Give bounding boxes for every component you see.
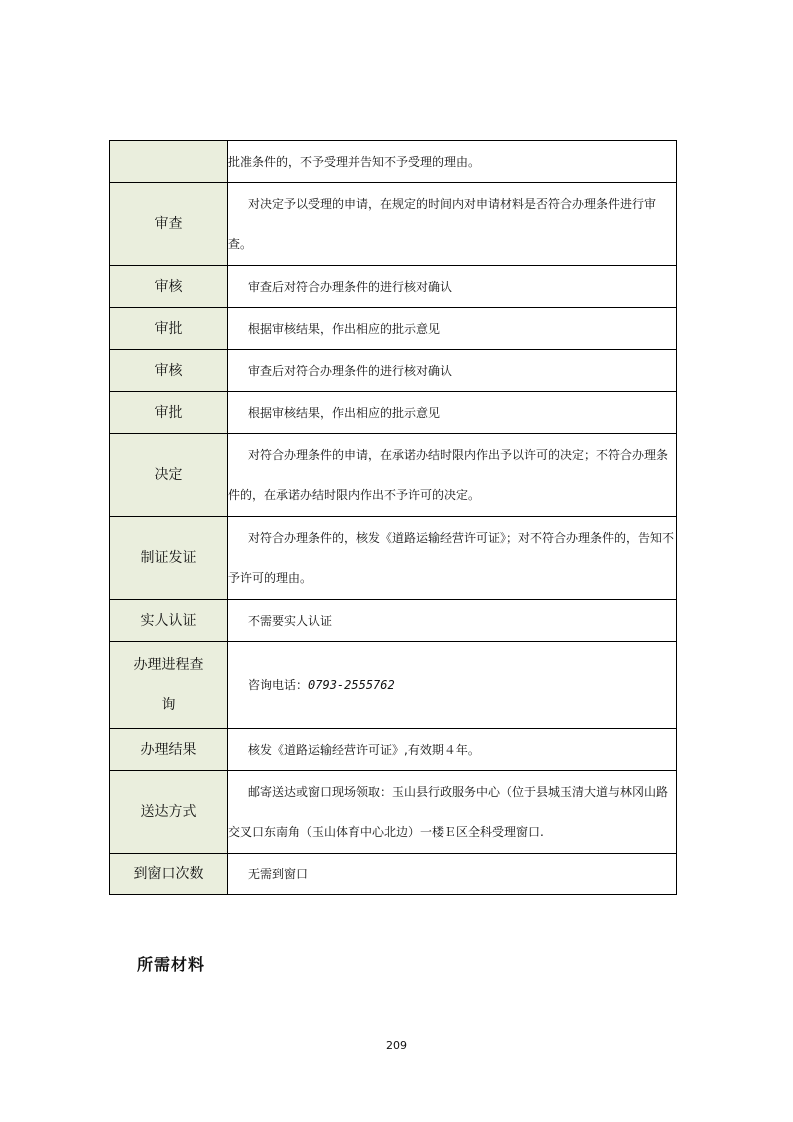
row-label: 办理结果 xyxy=(110,729,228,771)
table-row xyxy=(110,266,677,308)
row-label: 审查 xyxy=(110,183,228,266)
row-content xyxy=(228,266,677,308)
page-number: 209 xyxy=(386,1039,407,1052)
table-row xyxy=(110,771,677,854)
table-row xyxy=(110,517,677,600)
process-table xyxy=(109,140,677,895)
row-content xyxy=(228,854,677,895)
row-label: 审批 xyxy=(110,308,228,350)
table-row xyxy=(110,308,677,350)
table-row xyxy=(110,729,677,771)
table-row xyxy=(110,141,677,183)
row-label: 实人认证 xyxy=(110,600,228,642)
row-content-text: 对符合办理条件的申请，在承诺办结时限内作出予以许可的决定；不符合办理条件的，在承诺办结时限内作出不予许可的决定。 xyxy=(228,448,669,502)
table-row xyxy=(110,600,677,642)
table-row xyxy=(110,350,677,392)
section-title: 所需材料 xyxy=(137,955,206,974)
table-row xyxy=(110,434,677,517)
table-row xyxy=(110,854,677,895)
row-content-text: 审查后对符合办理条件的进行核对确认 xyxy=(248,279,453,294)
row-label: 到窗口次数 xyxy=(110,854,228,895)
row-content-text: 对符合办理条件的，核发《道路运输经营许可证》；对不符合办理条件的，告知不予许可的理由。 xyxy=(228,531,675,585)
row-label: 办理进程查询 xyxy=(110,642,228,729)
row-content xyxy=(228,392,677,434)
row-label: 送达方式 xyxy=(110,771,228,854)
row-label: 审核 xyxy=(110,350,228,392)
row-content xyxy=(228,308,677,350)
row-content xyxy=(228,517,677,600)
row-content-text: 对决定予以受理的申请，在规定的时间内对申请材料是否符合办理条件进行审查。 xyxy=(228,197,657,251)
row-content-text: 根据审核结果，作出相应的批示意见 xyxy=(248,405,441,420)
row-content xyxy=(228,729,677,771)
row-label xyxy=(110,141,228,183)
row-label: 制证发证 xyxy=(110,517,228,600)
row-content xyxy=(228,434,677,517)
row-content-text: 批准条件的，不予受理并告知不予受理的理由。 xyxy=(228,154,481,169)
row-content-text: 审查后对符合办理条件的进行核对确认 xyxy=(248,363,453,378)
row-content-text: 邮寄送达或窗口现场领取：玉山县行政服务中心（位于县城玉清大道与林冈山路交叉口东南角（玉山体育中心北边）一楼Ｅ区全科受理窗口. xyxy=(228,785,669,839)
row-label: 审批 xyxy=(110,392,228,434)
table-row xyxy=(110,183,677,266)
table-row xyxy=(110,642,677,729)
row-content xyxy=(228,183,677,266)
row-content-text: 核发《道路运输经营许可证》,有效期４年。 xyxy=(248,742,480,757)
row-label: 审核 xyxy=(110,266,228,308)
row-content xyxy=(228,141,677,183)
row-content xyxy=(228,642,677,729)
row-content-prefix: 咨询电话： xyxy=(248,678,309,692)
row-content-text: 无需到窗口 xyxy=(248,867,309,881)
row-content xyxy=(228,350,677,392)
row-content xyxy=(228,600,677,642)
row-content-text: 不需要实人认证 xyxy=(248,613,333,628)
phone-number: 0793-2555762 xyxy=(308,678,395,692)
table-row xyxy=(110,392,677,434)
row-label: 决定 xyxy=(110,434,228,517)
row-content-text: 根据审核结果，作出相应的批示意见 xyxy=(248,321,441,336)
row-content xyxy=(228,771,677,854)
